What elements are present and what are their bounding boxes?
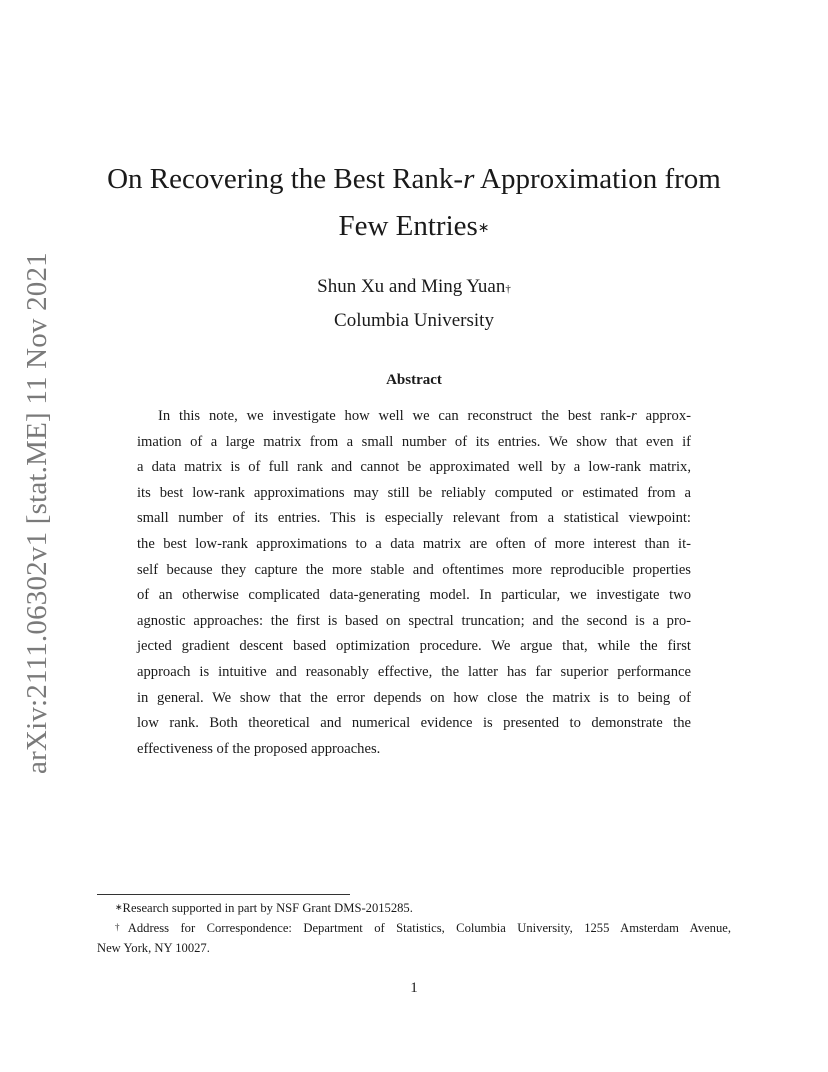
abstract-line: low rank. Both theoretical and numerical evidence is presented to demonstrate the [137,715,691,732]
author-names-line [0,270,828,304]
footnote-funding [97,898,731,918]
footnote-divider [97,894,350,895]
abstract-line: In this note, we investigate how well we can reconstruct the best rank-r approx- [158,408,691,424]
page-number: 1 [410,980,418,996]
footnote-correspondence-line-2: New York, NY 10027. [97,941,210,955]
abstract-line: jected gradient descent based optimization procedure. We argue that, while the first [137,638,691,655]
abstract-line: small number of its entries. This is especially relevant from a statistical viewpoint: [137,510,691,527]
author-names: Shun Xu and Ming Yuan [317,276,506,297]
footnote-funding-text: Research supported in part by NSF Grant DMS-2015285. [122,901,413,915]
abstract-body [137,404,691,762]
author-footnote-mark: † [505,283,511,295]
abstract-line: of an otherwise complicated data-generating model. In particular, we investigate two [137,587,691,604]
abstract-rank-variable: r [631,408,637,424]
abstract-line: agnostic approaches: the first is based on spectral truncation; and the second is a pro- [137,612,691,629]
arxiv-identifier-stamp: arXiv:2111.06302v1 [stat.ME] 11 Nov 2021 [21,252,53,774]
author-block [0,270,828,338]
footnote-correspondence-mark: † [115,922,128,932]
title-line-1-suffix: Approximation from [474,163,721,195]
footnotes [97,898,731,958]
title-line-2-text: Few Entries [338,210,478,242]
abstract-line: in general. We show that the error depends on how close the matrix is to being of [137,689,691,706]
title-footnote-mark: ∗ [477,221,490,236]
abstract-line: imation of a large matrix from a small number of its entries. We show that even if [137,433,691,450]
footnote-correspondence [97,918,731,938]
title-line-1 [100,156,728,203]
title-rank-variable: r [463,163,475,195]
abstract-line: approach is intuitive and reasonably effective, the latter has far superior performance [137,663,691,680]
title-line-1-prefix: On Recovering the Best Rank- [107,163,464,195]
title-line-2 [100,203,728,250]
abstract-line: the best low-rank approximations to a data matrix are often of more interest than it- [137,535,691,552]
abstract-heading: Abstract [386,372,442,388]
abstract-line: its best low-rank approximations may still be reliably computed or estimated from a [137,484,691,501]
abstract-line: effectiveness of the proposed approaches. [137,740,381,757]
paper-title [100,156,728,250]
author-affiliation: Columbia University [334,310,494,331]
footnote-funding-mark: ∗ [115,902,123,912]
abstract-line: a data matrix is of full rank and cannot be approximated well by a low-rank matrix, [137,459,691,476]
footnote-correspondence-line-1: Address for Correspondence: Department of Statistics, Columbia University, 1255 Amsterdam Avenue, [127,921,731,935]
abstract-line: self because they capture the more stable and oftentimes more reproducible properties [137,561,691,578]
